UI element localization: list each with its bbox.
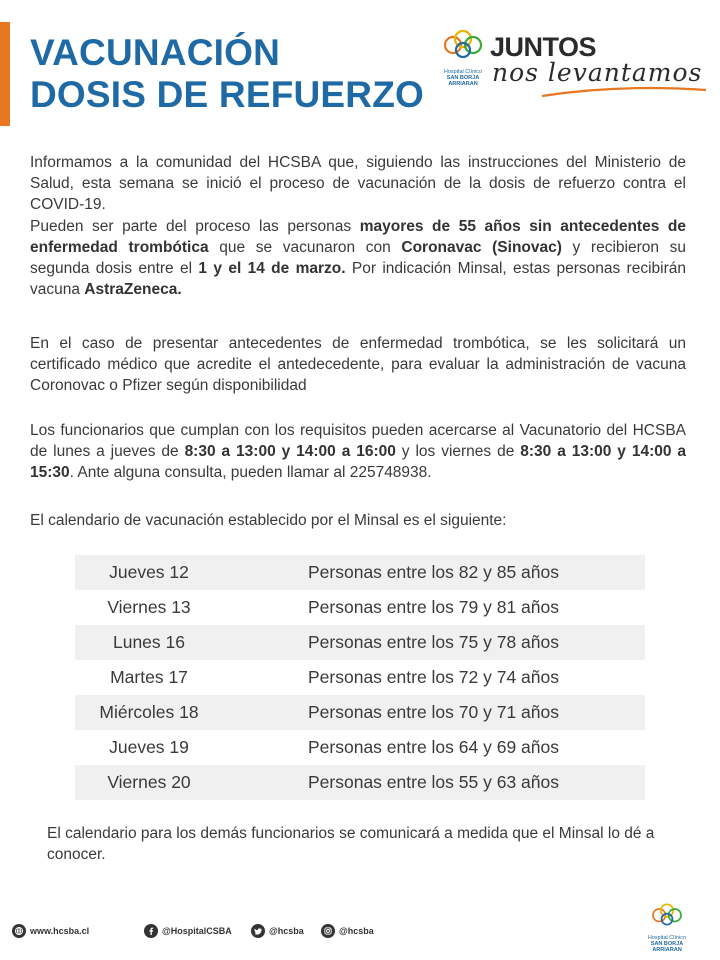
facebook-icon [144,924,158,938]
instagram-link[interactable] [321,924,374,938]
table-row [75,730,645,765]
campaign-logo [440,28,710,98]
instagram-icon [321,924,335,938]
facebook-link[interactable] [144,924,232,938]
row-day: Miércoles 18 [99,702,199,722]
row-age-range: Personas entre los 79 y 81 años [308,597,559,617]
thrombotic-paragraph: En el caso de presentar antecedentes de enfermedad trombótica, se les solicitará un certificado médico que acredite el antedecedente, para evaluar la administración de vacuna Coronovac o Pfizer según disponibilidad [30,335,686,394]
accent-bar [0,22,10,126]
closing-paragraph: El calendario para los demás funcionarios se comunicará a medida que el Minsal lo dé a conocer. [47,825,655,863]
row-day: Viernes 20 [107,772,191,792]
instagram-label: @hcsba [339,926,374,936]
hospital-logo-caption-small: Hospital Clínico [443,69,483,75]
calendar-intro: El calendario de vacunación establecido por el Minsal es el siguiente: [30,512,507,529]
hospital-logo-caption-2: ARRIARAN [448,81,478,87]
page-title [30,32,424,116]
eligibility-paragraph: Pueden ser parte del proceso las personas mayores de 55 años sin antecedentes de enfermedad trombótica que se vacunaron con Coronavac (Sinovac) y recibieron su segunda dosis entre el 1 y el 14 de marzo. Por indicación Minsal, estas personas recibirán vacuna AstraZeneca. [30,218,686,298]
twitter-label: @hcsba [269,926,304,936]
website-label: www.hcsba.cl [30,926,90,936]
vaccination-calendar-table [75,555,645,800]
hospital-logo-icon [440,28,486,64]
slogan-bold: JUNTOS [490,32,597,62]
footer-logo-caption-small: Hospital Clínico [647,935,687,941]
table-row [75,555,645,590]
hospital-logo [440,28,486,90]
table-row [75,590,645,625]
row-age-range: Personas entre los 64 y 69 años [308,737,559,757]
row-day: Viernes 13 [107,597,191,617]
twitter-icon [251,924,265,938]
table-row [75,695,645,730]
footer-logo-caption-2: ARRIARAN [652,947,682,953]
footer-hospital-logo [644,902,690,953]
row-day: Martes 17 [110,667,188,687]
footer-hospital-logo-icon [644,902,690,930]
twitter-link[interactable] [251,924,304,938]
row-day: Jueves 12 [109,562,189,582]
row-age-range: Personas entre los 82 y 85 años [308,562,559,582]
slogan-script: nos levantamos [492,58,703,87]
row-age-range: Personas entre los 70 y 71 años [308,702,559,722]
table-row [75,625,645,660]
website-link[interactable] [12,924,89,938]
intro-paragraph: Informamos a la comunidad del HCSBA que, siguiendo las instrucciones del Ministerio de Salud, esta semana se inició el proceso de vacunación de la dosis de refuerzo contra el COVID-19. [30,154,686,213]
hospital-logo-caption-1: SAN BORJA [446,75,480,81]
facebook-label: @HospitalCSBA [162,926,232,936]
row-age-range: Personas entre los 75 y 78 años [308,632,559,652]
table-row [75,660,645,695]
swoosh-decoration [540,86,708,98]
footer-logo-caption-1: SAN BORJA [650,941,684,947]
row-age-range: Personas entre los 72 y 74 años [308,667,559,687]
row-age-range: Personas entre los 55 y 63 años [308,772,559,792]
table-row [75,765,645,800]
title-line-1: VACUNACIÓN [30,32,281,73]
row-day: Jueves 19 [109,737,189,757]
title-line-2: DOSIS DE REFUERZO [30,74,424,115]
schedule-hours-paragraph: Los funcionarios que cumplan con los requisitos pueden acercarse al Vacunatorio del HCSBA de lunes a jueves de 8:30 a 13:00 y 14:00 a 16:00 y los viernes de 8:30 a 13:00 y 14:00 a 15:30. Ante alguna consulta, pueden llamar al 225748938. [30,422,687,481]
row-day: Lunes 16 [112,632,185,652]
globe-icon [12,924,26,938]
